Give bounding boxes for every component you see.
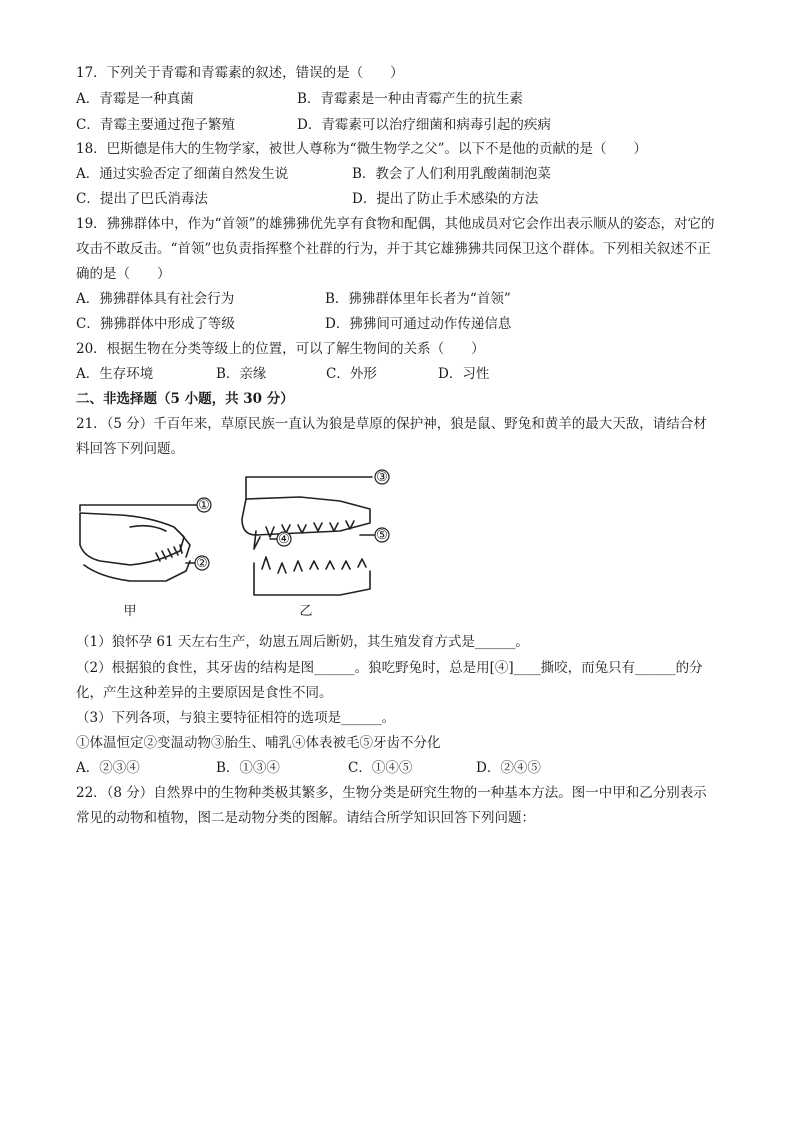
question-19-line-1: 19．狒狒群体中，作为“首领”的雄狒狒优先享有食物和配偶，其他成员对它会作出表示顺从的姿态，对它的 (76, 216, 715, 232)
q21-sub-2-line-2: 化，产生这种差异的主要原因是食性不同。 (76, 685, 333, 701)
q17-option-c: C．青霉主要通过孢子繁殖 (76, 117, 235, 133)
section-heading: 二、非选择题（5 小题，共 30 分） (76, 391, 294, 407)
question-22-line-2: 常见的动物和植物，图二是动物分类的图解。请结合所学知识回答下列问题： (76, 810, 535, 826)
skull-yi-jaw (254, 563, 370, 595)
label-2: ② (196, 556, 208, 571)
callout-line-3 (246, 477, 372, 499)
q19-option-b: B．狒狒群体里年长者为“首领” (325, 291, 511, 307)
q18-option-b: B．教会了人们利用乳酸菌制泡菜 (352, 166, 551, 182)
q21-sub-3: （3）下列各项，与狼主要特征相符的选项是______。 (76, 710, 396, 726)
q17-option-d: D．青霉素可以治疗细菌和病毒引起的疾病 (297, 117, 551, 133)
question-17: 17．下列关于青霉和青霉素的叙述，错误的是（ ） (76, 65, 404, 81)
q20-option-b: B．亲缘 (216, 366, 267, 382)
q20-option-a: A．生存环境 (76, 366, 154, 382)
q18-option-d: D．提出了防止手术感染的方法 (352, 191, 539, 207)
q21-sub-3-items: ①体温恒定②变温动物③胎生、哺乳④体表被毛⑤牙齿不分化 (76, 735, 441, 751)
q19-option-d: D．狒狒间可通过动作传递信息 (325, 316, 512, 332)
question-21-line-2: 料回答下列问题。 (76, 441, 184, 457)
q21-option-a: A．②③④ (76, 760, 140, 776)
q19-option-a: A．狒狒群体具有社会行为 (76, 291, 235, 307)
label-1: ① (198, 498, 210, 513)
q21-sub-1: （1）狼怀孕 61 天左右生产，幼崽五周后断奶，其生殖发育方式是______。 (76, 634, 529, 650)
label-5: ⑤ (376, 528, 388, 543)
question-20: 20．根据生物在分类等级上的位置，可以了解生物间的关系（ ） (76, 341, 485, 357)
caption-yi: 乙 (299, 604, 313, 619)
question-19-line-2: 攻击不敢反击。“首领”也负责指挥整个社群的行为，并于其它雄狒狒共同保卫这个群体。下列相关叙述不正 (76, 241, 711, 257)
caption-jia: 甲 (123, 604, 137, 619)
q19-option-c: C．狒狒群体中形成了等级 (76, 316, 235, 332)
q21-option-d: D．②④⑤ (476, 760, 541, 776)
q18-option-c: C．提出了巴氏消毒法 (76, 191, 208, 207)
label-3: ③ (376, 470, 388, 485)
question-18: 18．巴斯德是伟大的生物学家，被世人尊称为“微生物学之父”。以下不是他的贡献的是（ ） (76, 141, 647, 157)
q20-option-c: C．外形 (326, 366, 377, 382)
skull-yi-upper (242, 497, 370, 535)
callout-line-1 (80, 505, 198, 511)
skull-diagram (70, 465, 400, 625)
skull-figure (70, 465, 400, 625)
q18-option-a: A．通过实验否定了细菌自然发生说 (76, 166, 289, 182)
q21-option-b: B．①③④ (216, 760, 280, 776)
question-21-line-1: 21．（5 分）千百年来，草原民族一直认为狼是草原的保护神，狼是鼠、野兔和黄羊的最大天敌，请结合材 (76, 416, 707, 432)
skull-jia-upper (80, 513, 184, 565)
q17-option-b: B．青霉素是一种由青霉产生的抗生素 (297, 91, 523, 107)
q17-option-a: A．青霉是一种真菌 (76, 91, 194, 107)
q20-option-d: D．习性 (438, 366, 490, 382)
q21-sub-2-line-1: （2）根据狼的食性，其牙齿的结构是图______。狼吃野兔时，总是用[④]____撕咬，而兔只有______的分 (76, 660, 703, 676)
question-22-line-1: 22．（8 分）自然界中的生物种类极其繁多，生物分类是研究生物的一种基本方法。图一中甲和乙分别表示 (76, 785, 707, 801)
question-19-line-3: 确的是（ ） (76, 266, 171, 282)
q21-option-c: C．①④⑤ (348, 760, 413, 776)
label-4: ④ (278, 532, 290, 547)
